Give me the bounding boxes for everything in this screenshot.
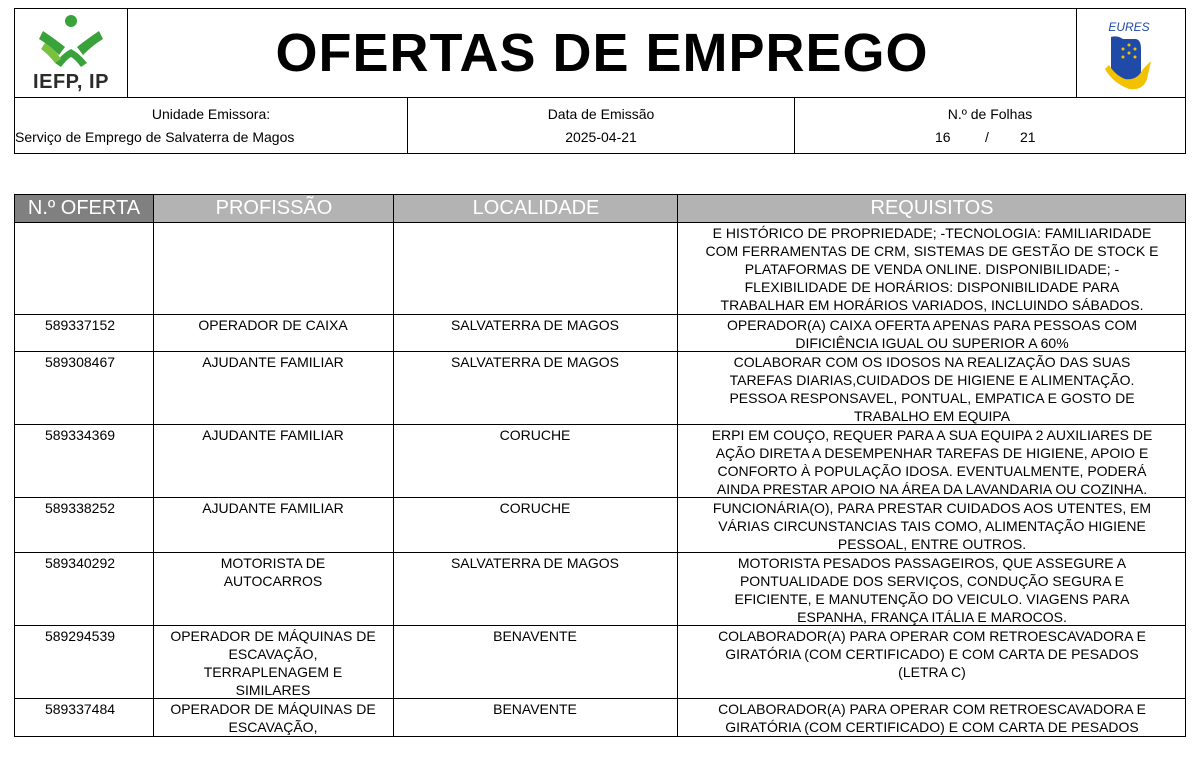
issuer-label: Unidade Emissora: <box>151 106 271 122</box>
job-offers-table <box>14 194 1186 737</box>
requirements-line: FUNCIONÁRIA(O), PARA PRESTAR CUIDADOS AOS UTENTES, EM <box>712 500 1152 516</box>
column-divider <box>677 195 678 736</box>
profession <box>153 498 393 517</box>
requirements <box>679 223 1185 314</box>
offer-number: 589294539 <box>44 628 116 644</box>
offer-number <box>15 223 145 224</box>
requirements-line: PLATAFORMAS DE VENDA ONLINE. DISPONIBILIDADE; - <box>744 261 1120 277</box>
profession-line: TERRAPLENAGEM E <box>203 664 343 680</box>
profession <box>153 315 393 334</box>
profession <box>153 553 393 590</box>
requirements-line: DIFICIÊNCIA IGUAL OU SUPERIOR A 60% <box>795 335 1069 351</box>
requirements-line: COLABORADOR(A) PARA OPERAR COM RETROESCAVADORA E <box>718 628 1146 644</box>
requirements-line: GIRATÓRIA (COM CERTIFICADO) E COM CARTA DE PESADOS <box>725 646 1139 662</box>
locality: CORUCHE <box>499 427 571 443</box>
date-label: Data de Emissão <box>547 106 655 122</box>
issuer-value: Serviço de Emprego de Salvaterra de Magos <box>15 129 295 145</box>
requirements-line: AINDA PRESTAR APOIO NA ÁREA DA LAVANDARIA OU COZINHA. <box>716 481 1148 497</box>
requirements-line: PESSOAL, ENTRE OUTROS. <box>837 536 1027 552</box>
sheets-cell <box>795 98 1185 153</box>
locality: BENAVENTE <box>493 628 577 644</box>
header-meta-bar <box>14 97 1186 154</box>
header-title-bar <box>14 8 1186 98</box>
locality: BENAVENTE <box>493 701 577 717</box>
profession-line: AJUDANTE FAMILIAR <box>202 427 344 443</box>
requirements-line: COM FERRAMENTAS DE CRM, SISTEMAS DE GESTÃO DE STOCK E <box>705 243 1159 259</box>
requirements-line: VÁRIAS CIRCUNSTANCIAS TAIS COMO, ALIMENTAÇÃO HIGIENE <box>718 518 1146 534</box>
requirements-line: PONTUALIDADE DOS SERVIÇOS, CONDUÇÃO SEGURA E <box>739 573 1125 589</box>
requirements-line: TRABALHAR EM HORÁRIOS VARIADOS, INCLUINDO SÁBADOS. <box>720 297 1144 313</box>
offer-number: 589308467 <box>44 354 116 370</box>
requirements <box>679 553 1185 626</box>
locality: SALVATERRA DE MAGOS <box>450 555 620 571</box>
offer-number: 589334369 <box>44 427 116 443</box>
sheet-separator: / <box>985 129 989 145</box>
column-divider <box>153 195 154 736</box>
table-row <box>15 314 1185 352</box>
requirements-line: FLEXIBILIDADE DE HORÁRIOS: DISPONIBILIDADE PARA <box>744 279 1120 295</box>
table-header <box>15 195 1185 223</box>
requirements-line: ERPI EM COUÇO, REQUER PARA A SUA EQUIPA 2 AUXILIARES DE <box>711 427 1153 443</box>
profession-line: AJUDANTE FAMILIAR <box>202 354 344 370</box>
iefp-logo-icon <box>15 9 127 71</box>
profession <box>153 699 393 736</box>
requirements-line: CONFORTO À POPULAÇÃO IDOSA. EVENTUALMENTE, PODERÁ <box>717 463 1147 479</box>
requirements-line: GIRATÓRIA (COM CERTIFICADO) E COM CARTA DE PESADOS <box>725 719 1139 735</box>
requirements <box>679 425 1185 498</box>
table-row <box>15 424 1185 498</box>
requirements-line: PESSOA RESPONSAVEL, PONTUAL, EMPATICA E GOSTO DE <box>729 390 1135 406</box>
profession-line: OPERADOR DE CAIXA <box>198 317 348 333</box>
locality: CORUCHE <box>499 500 571 516</box>
date-value: 2025-04-21 <box>565 129 637 145</box>
requirements <box>679 315 1185 352</box>
eures-logo-icon <box>1077 9 1185 97</box>
profession-line: AJUDANTE FAMILIAR <box>202 500 344 516</box>
profession-line: OPERADOR DE MÁQUINAS DE <box>170 701 376 717</box>
profession <box>153 352 393 371</box>
sheets-label: N.º de Folhas <box>947 106 1033 122</box>
profession-line: OPERADOR DE MÁQUINAS DE <box>170 628 376 644</box>
requirements <box>679 498 1185 553</box>
offer-number: 589340292 <box>44 555 116 571</box>
profession-line: MOTORISTA DE <box>220 555 326 571</box>
requirements-line: COLABORADOR(A) PARA OPERAR COM RETROESCAVADORA E <box>718 701 1146 717</box>
locality: SALVATERRA DE MAGOS <box>450 354 620 370</box>
requirements-line: EFICIENTE, E MANUTENÇÃO DO VEICULO. VIAGENS PARA <box>734 591 1130 607</box>
requirements <box>679 352 1185 425</box>
requirements-line: TAREFAS DIARIAS,CUIDADOS DE HIGIENE E ALIMENTAÇÃO. <box>729 372 1135 388</box>
column-header-offer-number: N.º OFERTA <box>15 195 153 222</box>
profession-line: AUTOCARROS <box>223 573 323 589</box>
locality <box>393 223 677 224</box>
requirements-line: MOTORISTA PESADOS PASSAGEIROS, QUE ASSEGURE A <box>737 555 1127 571</box>
table-row <box>15 223 1185 314</box>
column-header-requirements: REQUISITOS <box>677 195 1186 222</box>
offer-number: 589337152 <box>44 317 116 333</box>
page-title: OFERTAS DE EMPREGO <box>275 23 929 83</box>
table-row <box>15 351 1185 425</box>
iefp-logo-text: IEFP, IP <box>33 71 109 93</box>
requirements-line: TRABALHO EM EQUIPA <box>853 408 1011 424</box>
sheet-current: 16 <box>935 129 951 145</box>
column-divider <box>393 195 394 736</box>
eures-logo <box>1076 9 1185 97</box>
locality: SALVATERRA DE MAGOS <box>450 317 620 333</box>
iefp-logo <box>15 9 128 97</box>
document-header <box>14 8 1186 154</box>
profession-line: ESCAVAÇÃO, <box>228 719 318 735</box>
offer-number: 589337484 <box>44 701 116 717</box>
requirements-line: OPERADOR(A) CAIXA OFERTA APENAS PARA PESSOAS COM <box>727 317 1137 333</box>
table-row <box>15 698 1185 736</box>
issuer-cell <box>15 98 408 153</box>
requirements <box>679 699 1185 736</box>
requirements-line: (LETRA C) <box>898 664 966 680</box>
requirements-line: AÇÃO DIRETA A DESEMPENHAR TAREFAS DE HIGIENE, APOIO E <box>715 445 1149 461</box>
requirements-line: ESPANHA, FRANÇA ITÁLIA E MAROCOS. <box>797 609 1067 625</box>
column-header-profession: PROFISSÃO <box>153 195 394 222</box>
profession-line: SIMILARES <box>235 682 311 698</box>
table-row <box>15 625 1185 699</box>
requirements-line: COLABORAR COM OS IDOSOS NA REALIZAÇÃO DAS SUAS <box>733 354 1131 370</box>
sheet-total: 21 <box>1020 129 1036 145</box>
profession <box>153 425 393 444</box>
table-row <box>15 552 1185 626</box>
profession <box>153 223 393 224</box>
eures-logo-text: EURES <box>1108 20 1150 34</box>
date-cell <box>408 98 795 153</box>
column-header-locality: LOCALIDADE <box>393 195 678 222</box>
profession <box>153 626 393 699</box>
table-row <box>15 497 1185 553</box>
offer-number: 589338252 <box>44 500 116 516</box>
profession-line: ESCAVAÇÃO, <box>228 646 318 662</box>
requirements-line: E HISTÓRICO DE PROPRIEDADE; -TECNOLOGIA: FAMILIARIDADE <box>712 225 1152 241</box>
requirements <box>679 626 1185 681</box>
